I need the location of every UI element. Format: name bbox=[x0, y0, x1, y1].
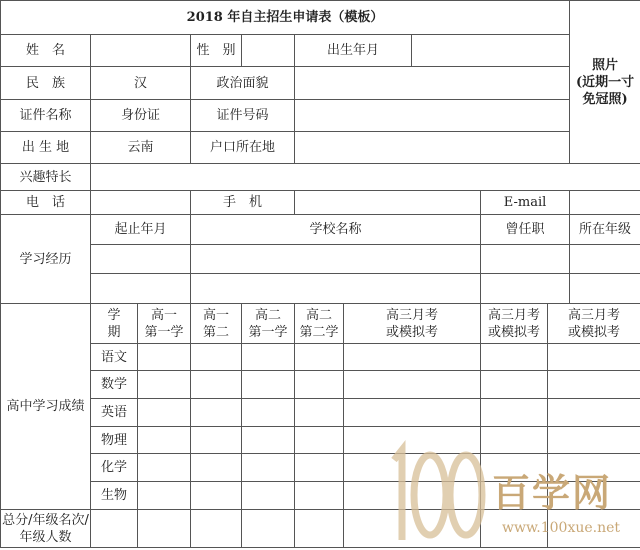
term-col-line: 第二 bbox=[202, 324, 229, 340]
study-history-label: 学习经历 bbox=[1, 215, 91, 304]
watermark-url: www.100xue.net bbox=[502, 520, 621, 536]
score-cell[interactable] bbox=[295, 371, 344, 399]
score-cell[interactable] bbox=[295, 454, 344, 482]
grades-label: 高中学习成绩 bbox=[1, 304, 91, 510]
term-col-line: 高二 bbox=[305, 307, 332, 323]
score-cell[interactable] bbox=[548, 454, 640, 482]
watermark-brand: 百学网 bbox=[492, 471, 613, 515]
score-cell[interactable] bbox=[138, 427, 191, 454]
score-cell[interactable] bbox=[138, 344, 191, 371]
study-cell[interactable] bbox=[570, 245, 640, 274]
score-cell[interactable] bbox=[344, 371, 481, 399]
total-cell[interactable] bbox=[295, 510, 344, 548]
score-cell[interactable] bbox=[344, 454, 481, 482]
term-col-2 bbox=[191, 304, 242, 344]
study-cell[interactable] bbox=[481, 274, 570, 304]
hukou-field[interactable] bbox=[295, 132, 570, 164]
gender-field[interactable] bbox=[242, 35, 295, 67]
birthplace-field[interactable]: 云南 bbox=[91, 132, 191, 164]
ethnicity-label: 民 族 bbox=[1, 67, 91, 100]
score-cell[interactable] bbox=[138, 454, 191, 482]
total-cell[interactable] bbox=[548, 510, 640, 548]
id-type-label: 证件名称 bbox=[1, 100, 91, 132]
score-cell[interactable] bbox=[295, 399, 344, 427]
score-cell[interactable] bbox=[548, 482, 640, 510]
photo-label: 照片 bbox=[592, 57, 619, 73]
term-col-line: 第一学 bbox=[144, 324, 184, 340]
score-cell[interactable] bbox=[481, 454, 548, 482]
term-col-line: 高三月考 bbox=[487, 307, 540, 323]
score-cell[interactable] bbox=[295, 427, 344, 454]
total-cell[interactable] bbox=[138, 510, 191, 548]
score-cell[interactable] bbox=[481, 427, 548, 454]
term-col-6 bbox=[481, 304, 548, 344]
term-col-line: 高三月考 bbox=[568, 307, 621, 323]
term-col-line: 第二学 bbox=[299, 324, 339, 340]
score-cell[interactable] bbox=[344, 344, 481, 371]
subject-label: 英语 bbox=[91, 399, 138, 427]
email-label: E-mail bbox=[481, 191, 570, 215]
photo-hat-note: 免冠照) bbox=[582, 91, 628, 107]
score-cell[interactable] bbox=[191, 482, 242, 510]
hobby-label: 兴趣特长 bbox=[1, 164, 91, 191]
score-cell[interactable] bbox=[481, 399, 548, 427]
term-col-line: 高一 bbox=[202, 307, 229, 323]
phone-field[interactable] bbox=[91, 191, 191, 215]
score-cell[interactable] bbox=[548, 371, 640, 399]
id-number-label: 证件号码 bbox=[191, 100, 295, 132]
study-cell[interactable] bbox=[191, 274, 481, 304]
hukou-label: 户口所在地 bbox=[191, 132, 295, 164]
term-col-line: 或模拟考 bbox=[385, 324, 438, 340]
email-field[interactable] bbox=[570, 191, 640, 215]
study-cell[interactable] bbox=[191, 245, 481, 274]
term-header bbox=[91, 304, 138, 344]
study-col-school: 学校名称 bbox=[191, 215, 481, 245]
term-col-7 bbox=[548, 304, 640, 344]
score-cell[interactable] bbox=[191, 399, 242, 427]
birth-date-label: 出生年月 bbox=[295, 35, 412, 67]
score-cell[interactable] bbox=[242, 344, 295, 371]
term-col-line: 或模拟考 bbox=[487, 324, 540, 340]
score-cell[interactable] bbox=[191, 344, 242, 371]
study-cell[interactable] bbox=[91, 274, 191, 304]
score-cell[interactable] bbox=[295, 344, 344, 371]
political-status-field[interactable] bbox=[295, 67, 570, 100]
score-cell[interactable] bbox=[138, 399, 191, 427]
study-col-period: 起止年月 bbox=[91, 215, 191, 245]
score-cell[interactable] bbox=[481, 371, 548, 399]
score-cell[interactable] bbox=[191, 371, 242, 399]
subject-label: 物理 bbox=[91, 427, 138, 454]
score-cell[interactable] bbox=[344, 399, 481, 427]
term-col-4 bbox=[295, 304, 344, 344]
term-col-line: 高三月考 bbox=[385, 307, 438, 323]
score-cell[interactable] bbox=[295, 482, 344, 510]
subject-label: 语文 bbox=[91, 344, 138, 371]
political-status-label: 政治面貌 bbox=[191, 67, 295, 100]
term-col-3 bbox=[242, 304, 295, 344]
score-cell[interactable] bbox=[344, 427, 481, 454]
score-cell[interactable] bbox=[548, 399, 640, 427]
name-label: 姓 名 bbox=[1, 35, 91, 67]
term-col-line: 第一学 bbox=[248, 324, 288, 340]
phone-label: 电 话 bbox=[1, 191, 91, 215]
term-header-line: 学 bbox=[107, 307, 121, 323]
birth-date-field[interactable] bbox=[412, 35, 570, 67]
score-cell[interactable] bbox=[344, 482, 481, 510]
mobile-label: 手 机 bbox=[191, 191, 295, 215]
score-cell[interactable] bbox=[242, 482, 295, 510]
photo-size-note: (近期一寸 bbox=[575, 74, 635, 90]
total-rank-label: 总分/年级名次/年级人数 bbox=[1, 510, 91, 548]
term-header-line: 期 bbox=[107, 324, 121, 340]
term-col-line: 或模拟考 bbox=[568, 324, 621, 340]
birthplace-label: 出 生 地 bbox=[1, 132, 91, 164]
study-cell[interactable] bbox=[570, 274, 640, 304]
score-cell[interactable] bbox=[481, 482, 548, 510]
score-cell[interactable] bbox=[242, 454, 295, 482]
score-cell[interactable] bbox=[138, 482, 191, 510]
score-cell[interactable] bbox=[242, 427, 295, 454]
term-col-line: 高二 bbox=[254, 307, 281, 323]
photo-box[interactable] bbox=[570, 1, 640, 164]
total-cell[interactable] bbox=[191, 510, 242, 548]
name-field[interactable] bbox=[91, 35, 191, 67]
study-col-grade: 所在年级 bbox=[570, 215, 640, 245]
ethnicity-field[interactable]: 汉 bbox=[91, 67, 191, 100]
score-cell[interactable] bbox=[242, 371, 295, 399]
id-type-field[interactable]: 身份证 bbox=[91, 100, 191, 132]
study-cell[interactable] bbox=[481, 245, 570, 274]
score-cell[interactable] bbox=[548, 427, 640, 454]
term-col-1 bbox=[138, 304, 191, 344]
score-cell[interactable] bbox=[138, 371, 191, 399]
subject-label: 生物 bbox=[91, 482, 138, 510]
total-cell[interactable] bbox=[481, 510, 548, 548]
study-cell[interactable] bbox=[91, 245, 191, 274]
gender-label: 性 别 bbox=[191, 35, 242, 67]
subject-label: 化学 bbox=[91, 454, 138, 482]
hobby-field[interactable] bbox=[91, 164, 640, 191]
study-col-position: 曾任职 bbox=[481, 215, 570, 245]
score-cell[interactable] bbox=[548, 344, 640, 371]
form-title: 2018 年自主招生申请表（模板） bbox=[1, 1, 570, 35]
total-cell[interactable] bbox=[91, 510, 138, 548]
score-cell[interactable] bbox=[242, 399, 295, 427]
score-cell[interactable] bbox=[481, 344, 548, 371]
score-cell[interactable] bbox=[191, 454, 242, 482]
total-cell[interactable] bbox=[344, 510, 481, 548]
score-cell[interactable] bbox=[191, 427, 242, 454]
term-col-line: 高一 bbox=[150, 307, 177, 323]
total-cell[interactable] bbox=[242, 510, 295, 548]
term-col-5 bbox=[344, 304, 481, 344]
subject-label: 数学 bbox=[91, 371, 138, 399]
mobile-field[interactable] bbox=[295, 191, 481, 215]
id-number-field[interactable] bbox=[295, 100, 570, 132]
